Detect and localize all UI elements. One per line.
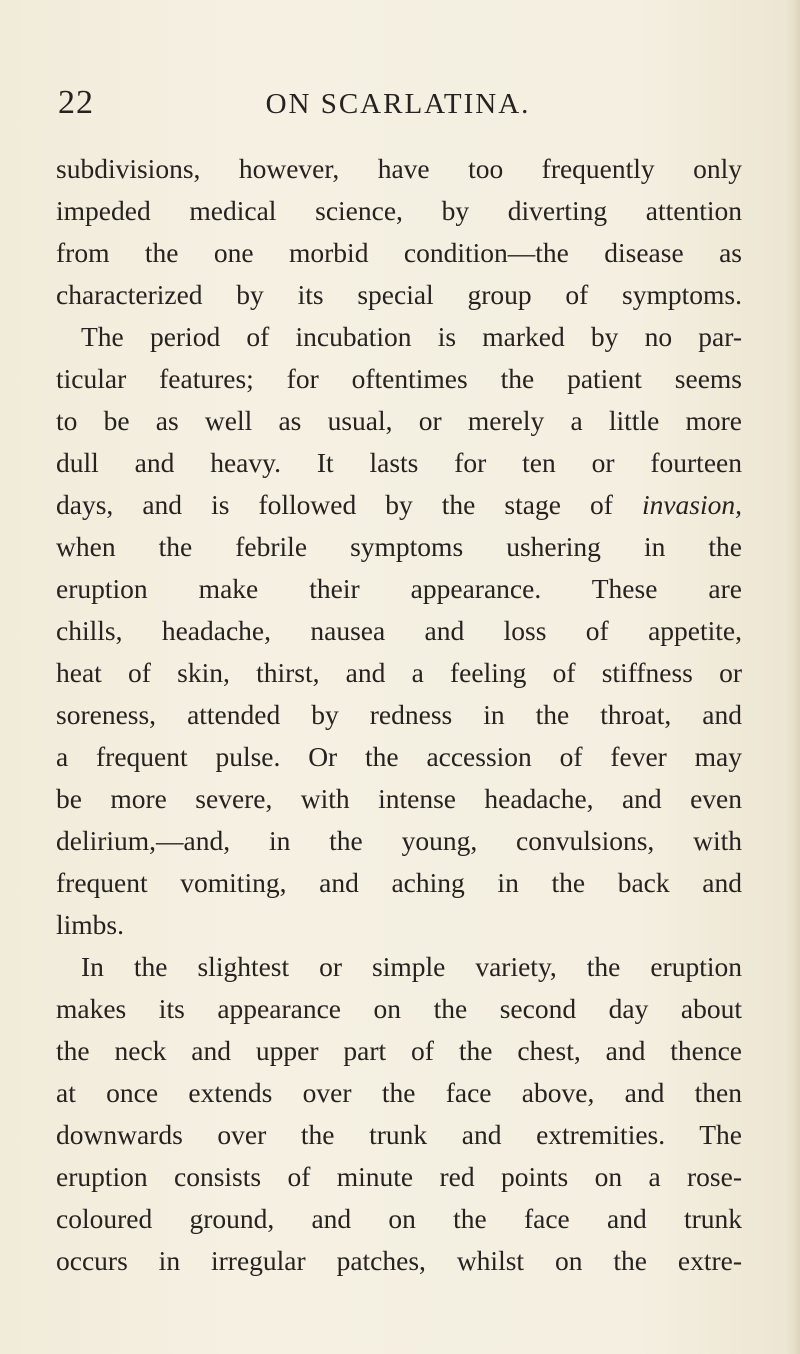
paragraph-end-line: limbs. [56,909,124,940]
text-line: be more severe, with intense headache, and even [56,783,742,814]
text-line: frequent vomiting, and aching in the back and [56,867,742,898]
text-line: dull and heavy. It lasts for ten or fourteen [56,447,742,478]
text-line: the neck and upper part of the chest, and thence [56,1035,742,1066]
text-line: a frequent pulse. Or the accession of fever may [56,741,742,772]
text-line: subdivisions, however, have too frequently only [56,153,742,184]
body-text [56,148,742,1282]
text-line: at once extends over the face above, and then [56,1077,742,1108]
page-number: 22 [58,84,94,121]
text-line: makes its appearance on the second day about [56,993,742,1024]
text-line: chills, headache, nausea and loss of appetite, [56,615,742,646]
text-line-with-italic [56,484,742,526]
text-line: occurs in irregular patches, whilst on the extre- [56,1245,742,1276]
running-title: ON SCARLATINA. [265,88,531,120]
paragraph-start-line: The period of incubation is marked by no par- [81,321,742,352]
text-line: characterized by its special group of symptoms. [56,279,742,310]
text-line: eruption make their appearance. These are [56,573,742,604]
text-line: coloured ground, and on the face and trunk [56,1203,742,1234]
text-line: heat of skin, thirst, and a feeling of stiffness or [56,657,742,688]
text-line: impeded medical science, by diverting attention [56,195,742,226]
text-line: to be as well as usual, or merely a little more [56,405,742,436]
text-line: delirium,—and, in the young, convulsions, with [56,825,742,856]
italic-term: invasion, [641,489,743,520]
text-line: ticular features; for oftentimes the patient seems [56,363,742,394]
page-edge-shadow [786,0,800,1354]
page-header [58,84,738,134]
text-line: eruption consists of minute red points on a rose- [56,1161,742,1192]
text-line: soreness, attended by redness in the throat, and [56,699,742,730]
text-line: from the one morbid condition—the disease as [56,237,742,268]
text-segment: days, and is followed by the stage of [56,489,613,520]
text-line: when the febrile symptoms ushering in the [56,531,742,562]
paragraph-start-line: In the slightest or simple variety, the eruption [81,951,742,982]
text-line: downwards over the trunk and extremities. The [56,1119,742,1150]
